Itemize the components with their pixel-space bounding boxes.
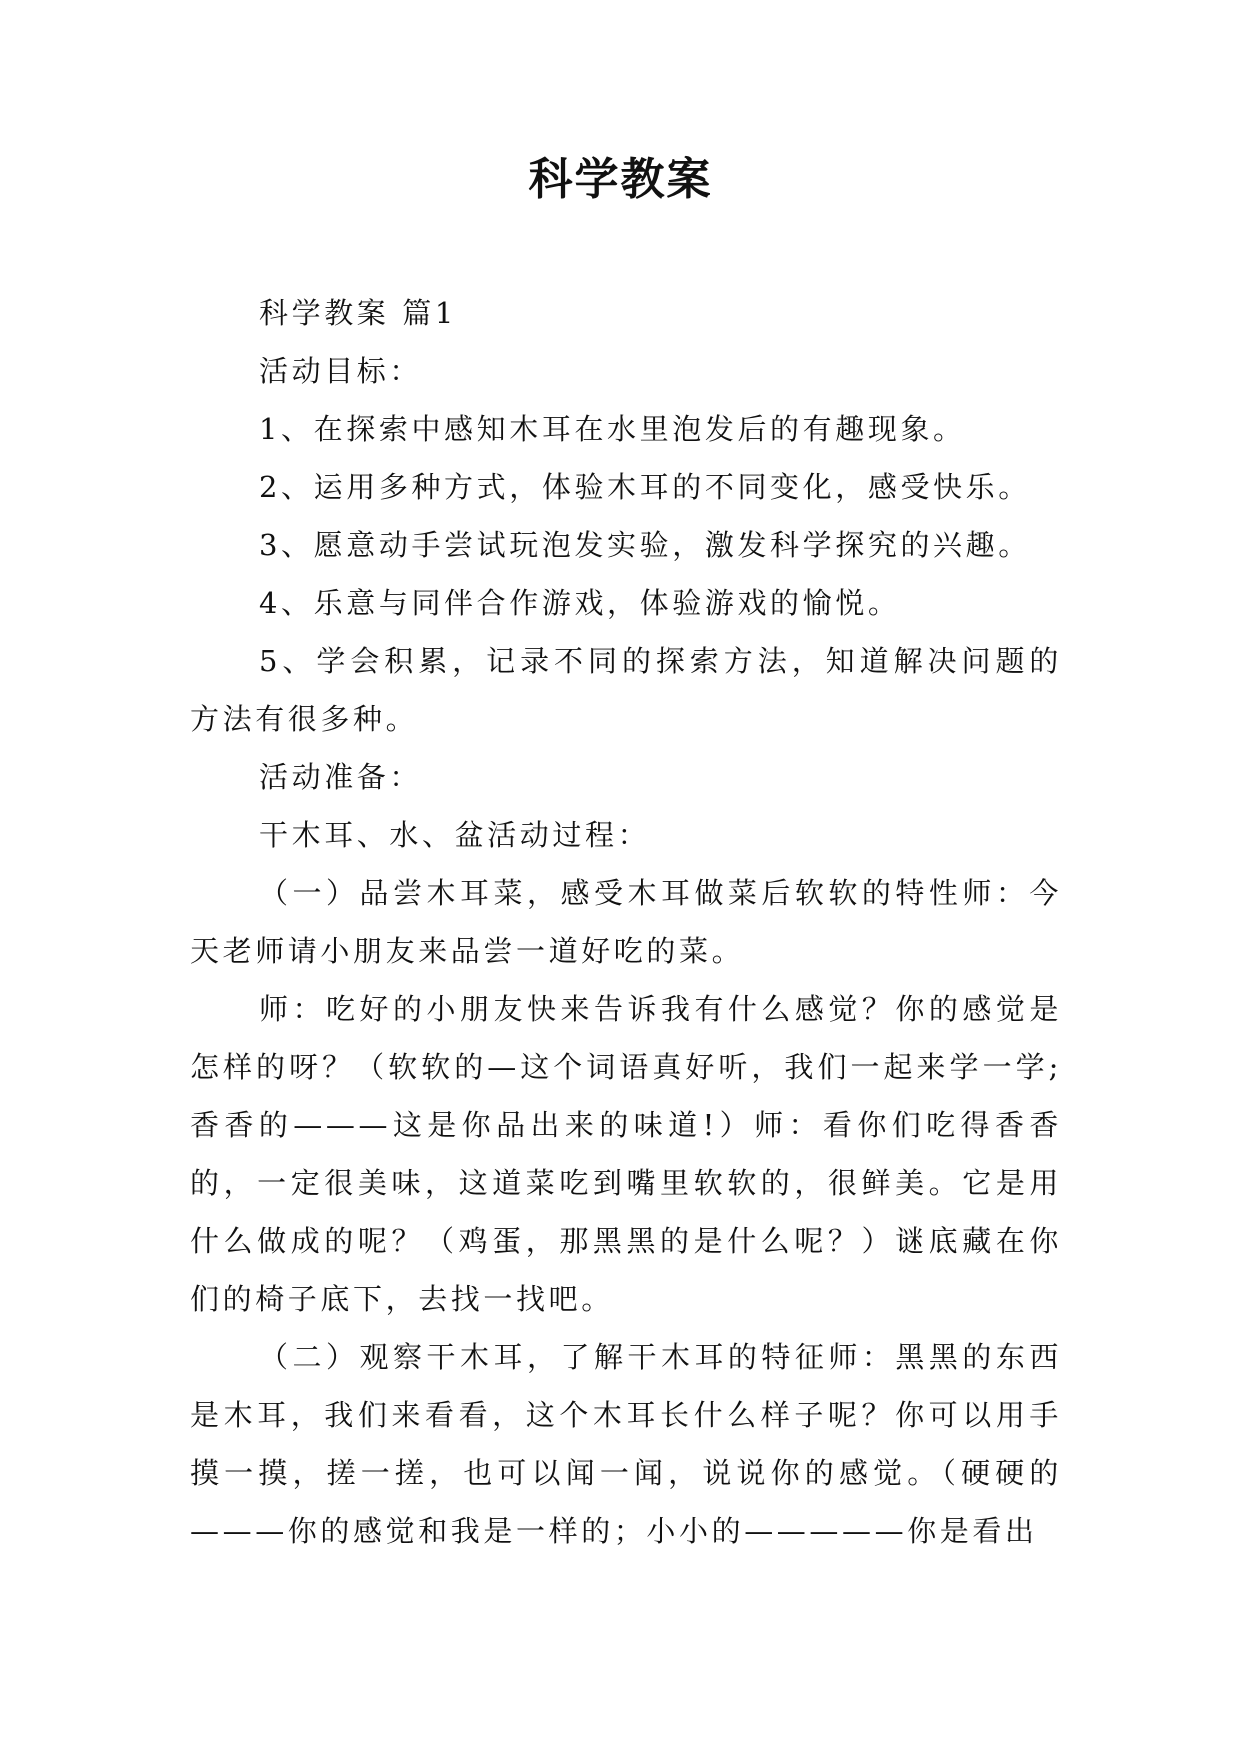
paragraph-goal-4: 4、乐意与同伴合作游戏，体验游戏的愉悦。 (259, 586, 901, 620)
paragraph-step-1: （一）品尝木耳菜，感受木耳做菜后软软的特性师：今天老师请小朋友来品尝一道好吃的菜。 (190, 876, 1062, 968)
paragraph-goal-1: 1、在探索中感知木耳在水里泡发后的有趣现象。 (259, 412, 966, 446)
paragraph-step-2: （二）观察干木耳，了解干木耳的特征师：黑黑的东西是木耳，我们来看看，这个木耳长什么样子呢？你可以用手摸一摸，搓一搓，也可以闻一闻，说说你的感觉。（硬硬的———你的感觉和我是一样的；小小的—————你是看出 (190, 1340, 1062, 1548)
paragraph-activity-goals-label: 活动目标： (259, 354, 423, 388)
paragraph-goal-3: 3、愿意动手尝试玩泡发实验，激发科学探究的兴趣。 (259, 528, 1031, 562)
paragraph-goal-5: 5、学会积累，记录不同的探索方法，知道解决问题的方法有很多种。 (190, 644, 1062, 736)
paragraph-materials: 干木耳、水、盆活动过程： (259, 818, 651, 852)
document-body (190, 284, 1062, 1560)
document-title: 科学教案 (528, 154, 713, 205)
paragraph-activity-preparation-label: 活动准备： (259, 760, 423, 794)
section-heading: 科学教案 篇1 (259, 296, 457, 330)
paragraph-goal-2: 2、运用多种方式，体验木耳的不同变化，感受快乐。 (259, 470, 1031, 504)
paragraph-teacher-dialogue: 师：吃好的小朋友快来告诉我有什么感觉？你的感觉是怎样的呀？（软软的—这个词语真好听，我们一起来学一学;香香的———这是你品出来的味道!）师：看你们吃得香香的，一定很美味，这道菜吃到嘴里软软的，很鲜美。它是用什么做成的呢？（鸡蛋，那黑黑的是什么呢？）谜底藏在你们的椅子底下，去找一找吧。 (190, 992, 1062, 1316)
